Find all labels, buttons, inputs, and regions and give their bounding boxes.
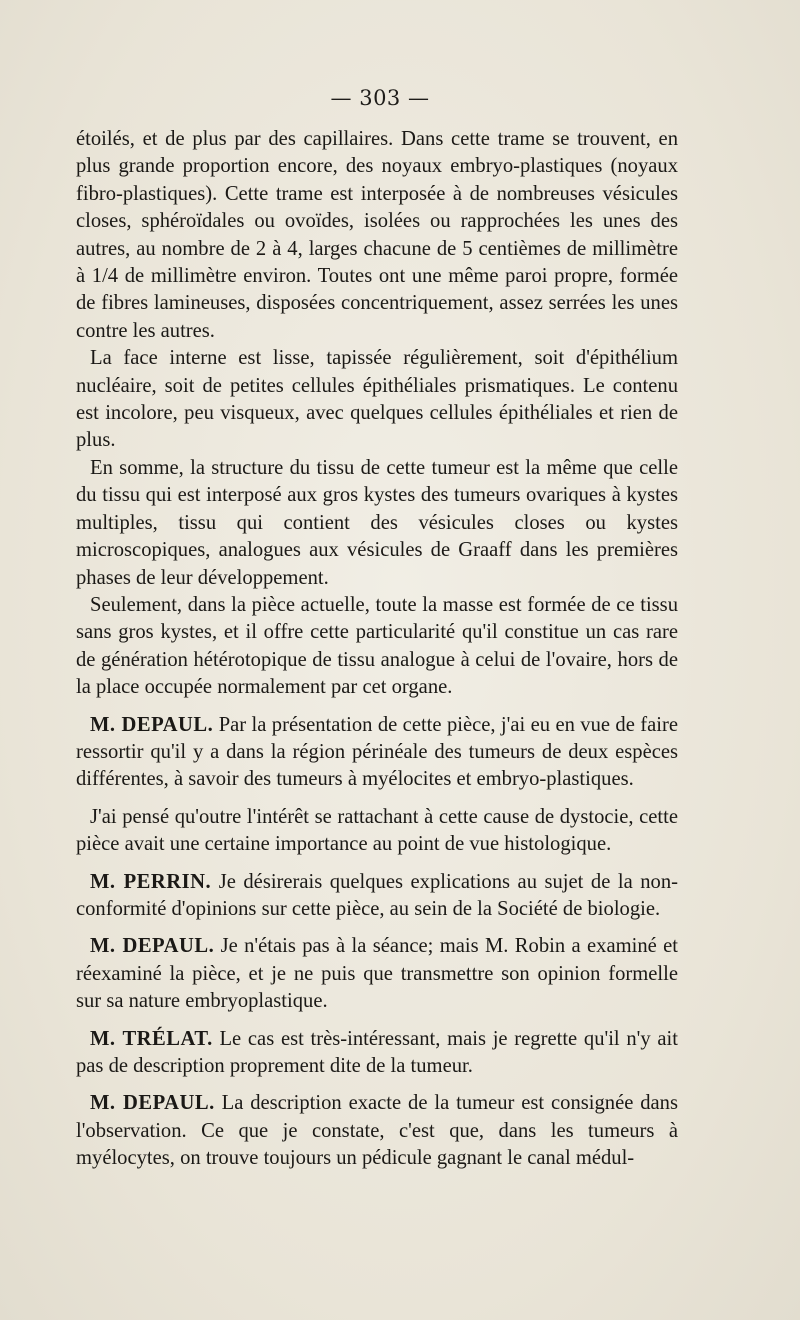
- page-number: — 303 —: [330, 86, 430, 110]
- speech-paragraph: [76, 804, 678, 859]
- speaker-name: M. DEPAUL.: [90, 1092, 215, 1115]
- speech-paragraph: [76, 1026, 678, 1081]
- paragraph: La face interne est lisse, tapissée régulièrement, soit d'épithélium nucléaire, soit de petites cellules épithéliales prismatiques. Le contenu est incolore, peu visqueux, avec quelques cellules épithéliales et rien de plus.: [76, 347, 678, 452]
- speaker-name: M. DEPAUL.: [90, 713, 214, 736]
- speech-text: La description exacte de la tumeur est consignée dans l'observation. Ce que je constate, c'est que, dans les tumeurs à myélocytes, on trouve toujours un pédicule gagnant le canal médul-: [76, 1092, 678, 1170]
- speech-text: Par la présentation de cette pièce, j'ai eu en vue de faire ressortir qu'il y a dans la région périnéale des tumeurs de deux espèces différentes, à savoir des tumeurs à myélocites et embryo-plastiques.: [76, 713, 678, 791]
- speech-text: Le cas est très-intéressant, mais je regrette qu'il n'y ait pas de description proprement dite de la tumeur.: [76, 1027, 679, 1077]
- speech-text: Je désirerais quelques explications au sujet de la non-conformité d'opinions sur cette pièce, au sein de la Société de biologie.: [76, 870, 678, 920]
- speaker-name: M. PERRIN.: [90, 870, 212, 893]
- speech-text: J'ai pensé qu'outre l'intérêt se rattachant à cette cause de dystocie, cette pièce avait une certaine importance au point de vue histologique.: [76, 805, 678, 856]
- speech-paragraph: [76, 1090, 678, 1172]
- paragraph: étoilés, et de plus par des capillaires. Dans cette trame se trouvent, en plus grande proportion encore, des noyaux embryo-plastiques (noyaux fibro-plastiques). Cette trame est interposée à de nombreuses vésicules closes, sphéroïdales ou ovoïdes, isolées ou rapprochées les unes des autres, au nombre de 2 à 4, larges chacune de 5 centièmes de millimètre à 1/4 de millimètre environ. Toutes ont une même paroi propre, formée de fibres lamineuses, disposées concentriquement, assez serrées les unes contre les autres.: [76, 128, 678, 342]
- speech-paragraph: [76, 712, 678, 794]
- speech-paragraph: [76, 869, 678, 924]
- speech-text: Je n'étais pas à la séance; mais M. Robin a examiné et réexaminé la pièce, et je ne puis que transmettre son opinion formelle sur sa nature embryoplastique.: [76, 935, 678, 1013]
- speaker-name: M. DEPAUL.: [90, 935, 215, 958]
- body-text: [76, 126, 678, 1173]
- speech-paragraph: [76, 933, 678, 1015]
- speaker-name: M. TRÉLAT.: [90, 1027, 213, 1050]
- paragraph: Seulement, dans la pièce actuelle, toute la masse est formée de ce tissu sans gros kystes, et il offre cette particularité qu'il constitue un cas rare de génération hétérotopique de tissu analogue à celui de l'ovaire, hors de la place occupée normalement par cet organe.: [76, 593, 678, 699]
- paragraph: En somme, la structure du tissu de cette tumeur est la même que celle du tissu qui est interposé aux gros kystes des tumeurs ovariques à kystes multiples, tissu qui contient des vésicules closes ou kystes microscopiques, analogues aux vésicules de Graaff dans les premières phases de leur développement.: [76, 456, 678, 589]
